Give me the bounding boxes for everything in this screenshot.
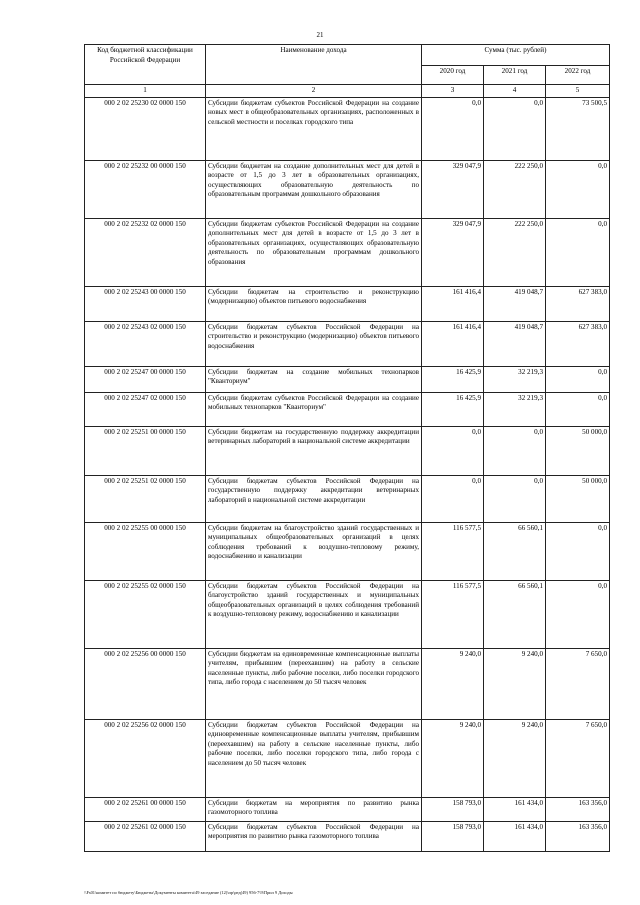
table-row <box>85 392 610 426</box>
amount-2021: 0,0 <box>484 475 546 522</box>
table-row <box>85 797 610 821</box>
budget-code: 000 2 02 25261 00 0000 150 <box>85 797 206 821</box>
amount-2021: 161 434,0 <box>484 821 546 851</box>
table-row <box>85 475 610 522</box>
table-row <box>85 366 610 392</box>
income-name: Субсидии бюджетам на единовременные компенсационные выплаты учителям, прибывшим (переехавшим) на работу в сельские населенные пункты, либо рабочие поселки, либо поселки городского типа, либо города с населением до 50 тысяч человек <box>206 648 422 719</box>
amount-2020: 116 577,5 <box>422 522 484 580</box>
amount-2022: 7 650,0 <box>546 719 610 797</box>
amount-2022: 627 383,0 <box>546 321 610 366</box>
amount-2020: 16 425,9 <box>422 366 484 392</box>
amount-2022: 0,0 <box>546 218 610 286</box>
amount-2020: 329 047,9 <box>422 160 484 218</box>
column-number: 3 <box>422 85 484 98</box>
amount-2021: 419 048,7 <box>484 286 546 321</box>
amount-2020: 158 793,0 <box>422 821 484 851</box>
amount-2021: 32 219,3 <box>484 392 546 426</box>
table-row <box>85 426 610 475</box>
table-row <box>85 522 610 580</box>
budget-code: 000 2 02 25256 00 0000 150 <box>85 648 206 719</box>
income-name: Субсидии бюджетам субъектов Российской Федерации на благоустройство зданий государственных и муниципальных общеобразовательных организаций в целях соблюдения требований к воздушно-тепловому режиму, водоснабжению и канализации <box>206 580 422 648</box>
amount-2022: 7 650,0 <box>546 648 610 719</box>
income-name: Субсидии бюджетам субъектов Российской Федерации на строительство и реконструкцию (модернизацию) объектов питьевого водоснабжения <box>206 321 422 366</box>
income-name: Субсидии бюджетам на государственную поддержку аккредитации ветеринарных лабораторий в национальной системе аккредитации <box>206 426 422 475</box>
income-name: Субсидии бюджетам субъектов Российской Федерации на создание новых мест в общеобразовательных организациях, расположенных в сельской местности и поселках городского типа <box>206 97 422 160</box>
income-name: Субсидии бюджетам субъектов Российской Федерации на мероприятия по развитию рынка газомоторного топлива <box>206 821 422 851</box>
table-row <box>85 218 610 286</box>
amount-2021: 419 048,7 <box>484 321 546 366</box>
income-name: Субсидии бюджетам субъектов Российской Федерации на единовременные компенсационные выплаты учителям, прибывшим (переехавшим) на работу в сельские населенные пункты, либо рабочие поселки, либо поселки городского типа, либо города с населением до 50 тысяч человек <box>206 719 422 797</box>
table-row <box>85 821 610 851</box>
budget-code: 000 2 02 25243 02 0000 150 <box>85 321 206 366</box>
amount-2020: 161 416,4 <box>422 286 484 321</box>
table-row <box>85 160 610 218</box>
amount-2022: 50 000,0 <box>546 426 610 475</box>
budget-code: 000 2 02 25247 00 0000 150 <box>85 366 206 392</box>
amount-2021: 66 560,1 <box>484 580 546 648</box>
column-number: 1 <box>85 85 206 98</box>
table-row <box>85 719 610 797</box>
amount-2021: 32 219,3 <box>484 366 546 392</box>
amount-2022: 0,0 <box>546 392 610 426</box>
amount-2021: 222 250,0 <box>484 218 546 286</box>
page-number: 21 <box>316 31 324 39</box>
amount-2020: 329 047,9 <box>422 218 484 286</box>
budget-code: 000 2 02 25251 02 0000 150 <box>85 475 206 522</box>
amount-2020: 158 793,0 <box>422 797 484 821</box>
column-number: 5 <box>546 85 610 98</box>
header-year-2020: 2020 год <box>422 66 484 85</box>
amount-2020: 9 240,0 <box>422 648 484 719</box>
amount-2020: 0,0 <box>422 97 484 160</box>
column-number: 2 <box>206 85 422 98</box>
table-row <box>85 648 610 719</box>
budget-table <box>84 44 610 852</box>
amount-2022: 0,0 <box>546 522 610 580</box>
table-row <box>85 321 610 366</box>
amount-2022: 73 500,5 <box>546 97 610 160</box>
income-name: Субсидии бюджетам субъектов Российской Федерации на создание мобильных технопарков "Кванториум" <box>206 392 422 426</box>
amount-2022: 0,0 <box>546 580 610 648</box>
income-name: Субсидии бюджетам на мероприятия по развитию рынка газомоторного топлива <box>206 797 422 821</box>
amount-2021: 9 240,0 <box>484 648 546 719</box>
table-row <box>85 97 610 160</box>
amount-2020: 9 240,0 <box>422 719 484 797</box>
amount-2022: 50 000,0 <box>546 475 610 522</box>
amount-2021: 222 250,0 <box>484 160 546 218</box>
amount-2021: 161 434,0 <box>484 797 546 821</box>
budget-code: 000 2 02 25261 02 0000 150 <box>85 821 206 851</box>
amount-2021: 66 560,1 <box>484 522 546 580</box>
table-row <box>85 286 610 321</box>
amount-2022: 0,0 <box>546 366 610 392</box>
budget-code: 000 2 02 25232 02 0000 150 <box>85 218 206 286</box>
amount-2021: 9 240,0 <box>484 719 546 797</box>
income-name: Субсидии бюджетам субъектов Российской Федерации на государственную поддержку аккредитации ветеринарных лабораторий в национальной системе аккредитации <box>206 475 422 522</box>
amount-2022: 163 356,0 <box>546 821 610 851</box>
amount-2021: 0,0 <box>484 426 546 475</box>
budget-code: 000 2 02 25255 00 0000 150 <box>85 522 206 580</box>
budget-code: 000 2 02 25232 00 0000 150 <box>85 160 206 218</box>
amount-2022: 163 356,0 <box>546 797 610 821</box>
income-name: Субсидии бюджетам на создание мобильных технопарков "Кванториум" <box>206 366 422 392</box>
income-name: Субсидии бюджетам на создание дополнительных мест для детей в возрасте от 1,5 до 3 лет в образовательных организациях, осуществляющих образовательную деятельность по образовательным программам дошкольного образования <box>206 160 422 218</box>
budget-code: 000 2 02 25251 00 0000 150 <box>85 426 206 475</box>
amount-2021: 0,0 <box>484 97 546 160</box>
file-path-footer: \\Fs01\комитет по бюджету\Бюджеты\Документы комитета\49 заседание (12)\пр\ред(49) 956-7\9\Прил 9 Доходы <box>84 890 293 895</box>
budget-code: 000 2 02 25230 02 0000 150 <box>85 97 206 160</box>
amount-2020: 0,0 <box>422 475 484 522</box>
income-name: Субсидии бюджетам на строительство и реконструкцию (модернизацию) объектов питьевого водоснабжения <box>206 286 422 321</box>
header-name: Наименование дохода <box>206 45 422 85</box>
table-row <box>85 580 610 648</box>
budget-code: 000 2 02 25247 02 0000 150 <box>85 392 206 426</box>
budget-code: 000 2 02 25256 02 0000 150 <box>85 719 206 797</box>
budget-code: 000 2 02 25243 00 0000 150 <box>85 286 206 321</box>
column-number: 4 <box>484 85 546 98</box>
budget-code: 000 2 02 25255 02 0000 150 <box>85 580 206 648</box>
amount-2022: 627 383,0 <box>546 286 610 321</box>
header-year-2021: 2021 год <box>484 66 546 85</box>
income-name: Субсидии бюджетам субъектов Российской Федерации на создание дополнительных мест для детей в возрасте от 1,5 до 3 лет в образовательных организациях, осуществляющих образовательную деятельность по образовательным программам дошкольного образования <box>206 218 422 286</box>
header-year-2022: 2022 год <box>546 66 610 85</box>
amount-2020: 0,0 <box>422 426 484 475</box>
header-code: Код бюджетной классификации Российской Федерации <box>85 45 206 85</box>
amount-2020: 116 577,5 <box>422 580 484 648</box>
amount-2020: 16 425,9 <box>422 392 484 426</box>
income-name: Субсидии бюджетам на благоустройство зданий государственных и муниципальных общеобразовательных организаций в целях соблюдения требований к воздушно-тепловому режиму, водоснабжению и канализации <box>206 522 422 580</box>
amount-2022: 0,0 <box>546 160 610 218</box>
header-sum: Сумма (тыс. рублей) <box>422 45 610 66</box>
amount-2020: 161 416,4 <box>422 321 484 366</box>
